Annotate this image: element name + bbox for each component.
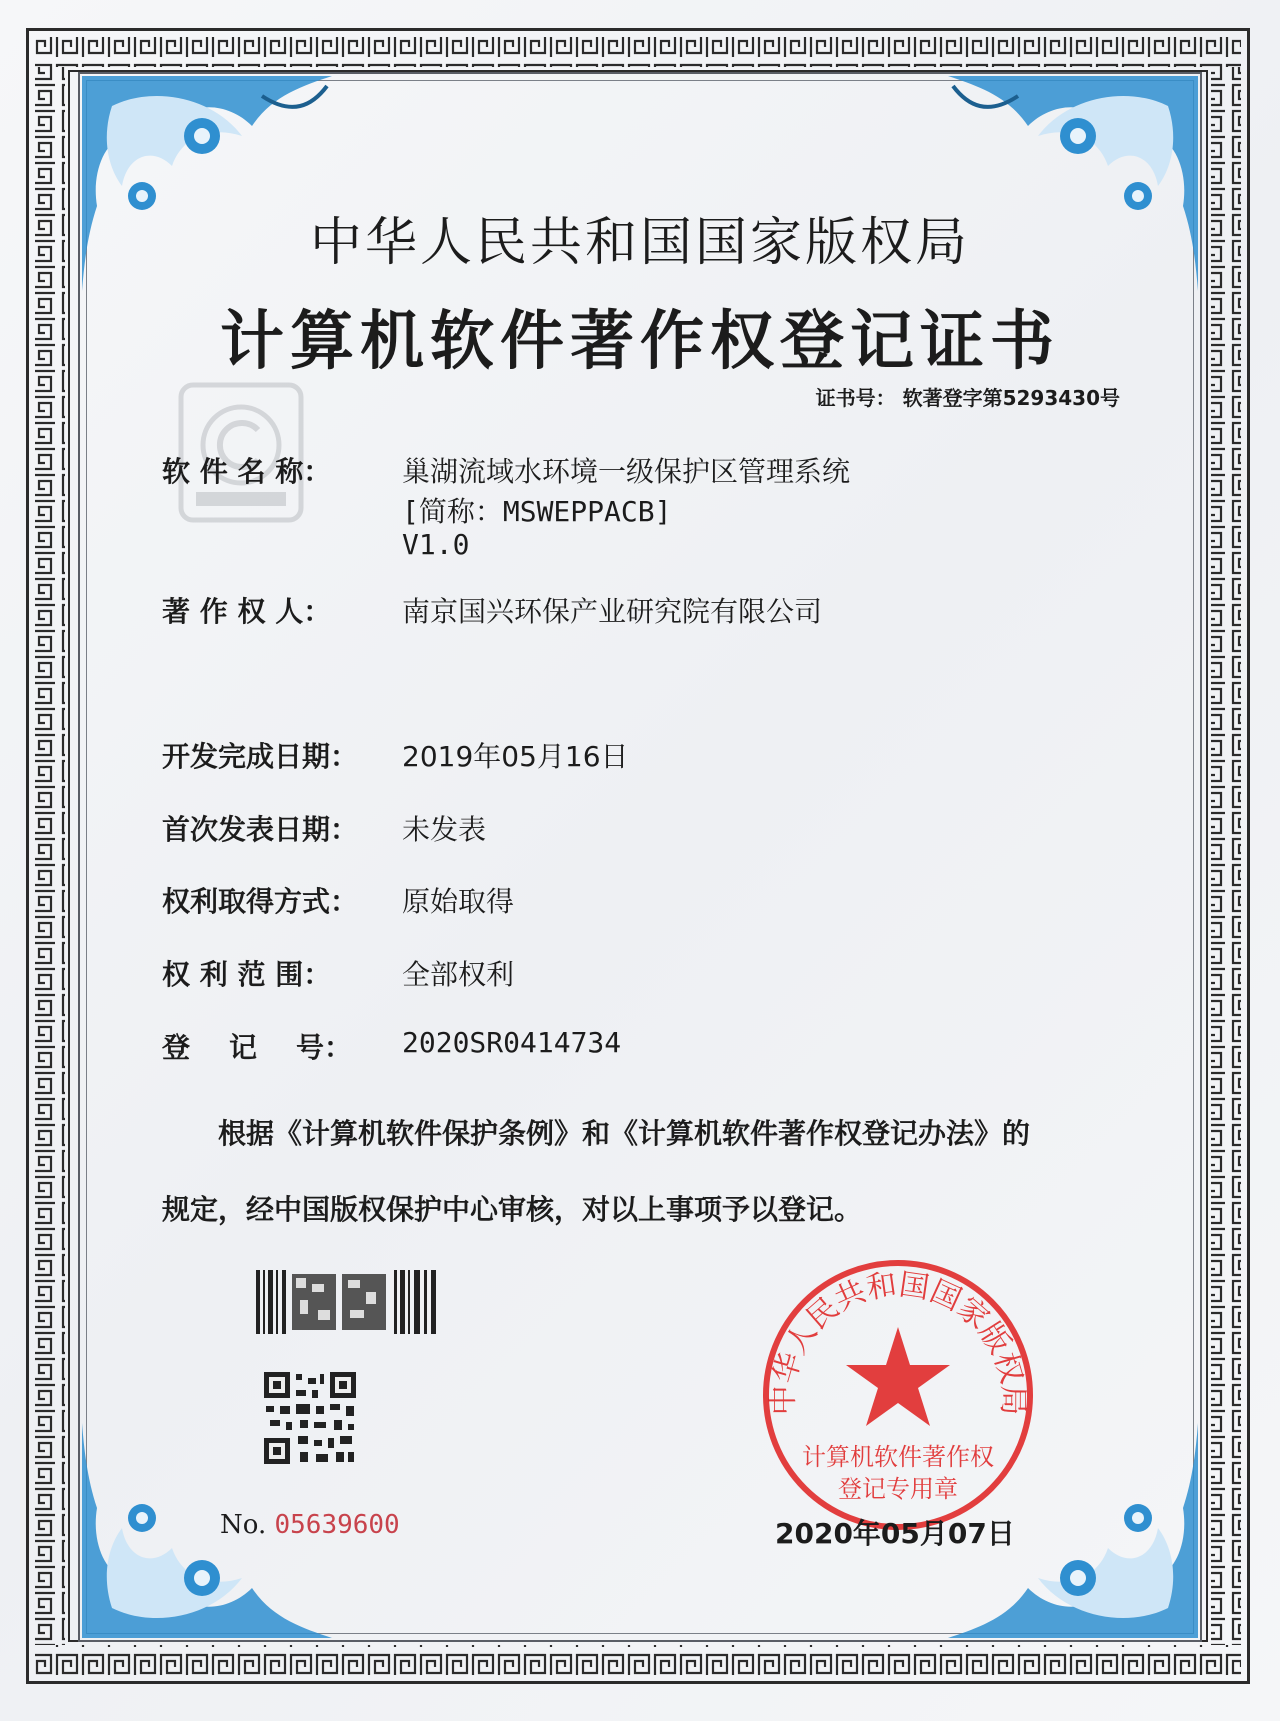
field-scope (162, 953, 515, 993)
serial-value: 05639600 (274, 1510, 400, 1540)
acquisition-value: 原始取得 (402, 885, 515, 918)
software-name-value: 巢湖流域水环境一级保护区管理系统 (402, 455, 851, 488)
registration-number-label: 登 记 号： (162, 1031, 352, 1064)
copyright-owner-value: 南京国兴环保产业研究院有限公司 (402, 595, 823, 628)
certificate-number-value: 软著登字第5293430号 (902, 386, 1120, 410)
issuing-authority: 中华人民共和国国家版权局 (309, 213, 970, 273)
scope-value: 全部权利 (402, 958, 515, 991)
software-short-name: [简称：MSWEPPACB] (402, 495, 672, 528)
field-software-name (162, 450, 851, 490)
issue-date: 2020年05月07日 (775, 1517, 1015, 1550)
seal-line-1: 计算机软件著作权 (802, 1443, 994, 1471)
certificate-number-label: 证书号： (815, 386, 896, 410)
serial-prefix: No. (220, 1510, 267, 1540)
barcode (256, 1270, 438, 1334)
field-completion-date (162, 735, 629, 775)
completion-date-value: 2019年05月16日 (402, 740, 629, 773)
seal-line-2: 登记专用章 (838, 1475, 958, 1503)
software-version: V1.0 (402, 528, 470, 561)
serial-number (220, 1510, 400, 1540)
field-acquisition (162, 880, 515, 920)
seal-ring-text: 中华人民共和国国家版权局 (765, 1267, 1031, 1416)
certificate-number (816, 382, 1120, 411)
acquisition-label: 权利取得方式： (162, 885, 359, 918)
first-publication-value: 未发表 (402, 813, 487, 846)
statement-line-1: 根据《计算机软件保护条例》和《计算机软件著作权登记办法》的 (218, 1117, 1031, 1150)
completion-date-label: 开发完成日期： (162, 740, 359, 773)
software-name-label: 软 件 名 称： (162, 455, 332, 488)
seal-star-icon (846, 1327, 950, 1426)
qr-code (264, 1372, 356, 1464)
scope-label: 权 利 范 围： (162, 958, 332, 991)
registration-number-value: 2020SR0414734 (402, 1026, 622, 1059)
certificate-title: 计算机软件著作权登记证书 (220, 304, 1060, 379)
field-copyright-owner (162, 590, 823, 630)
copyright-owner-label: 著 作 权 人： (162, 595, 332, 628)
official-seal (758, 1255, 1038, 1535)
statement-line-2: 规定，经中国版权保护中心审核，对以上事项予以登记。 (162, 1193, 863, 1226)
first-publication-label: 首次发表日期： (162, 813, 359, 846)
field-registration-number (162, 1026, 622, 1066)
field-first-publication (162, 808, 487, 848)
